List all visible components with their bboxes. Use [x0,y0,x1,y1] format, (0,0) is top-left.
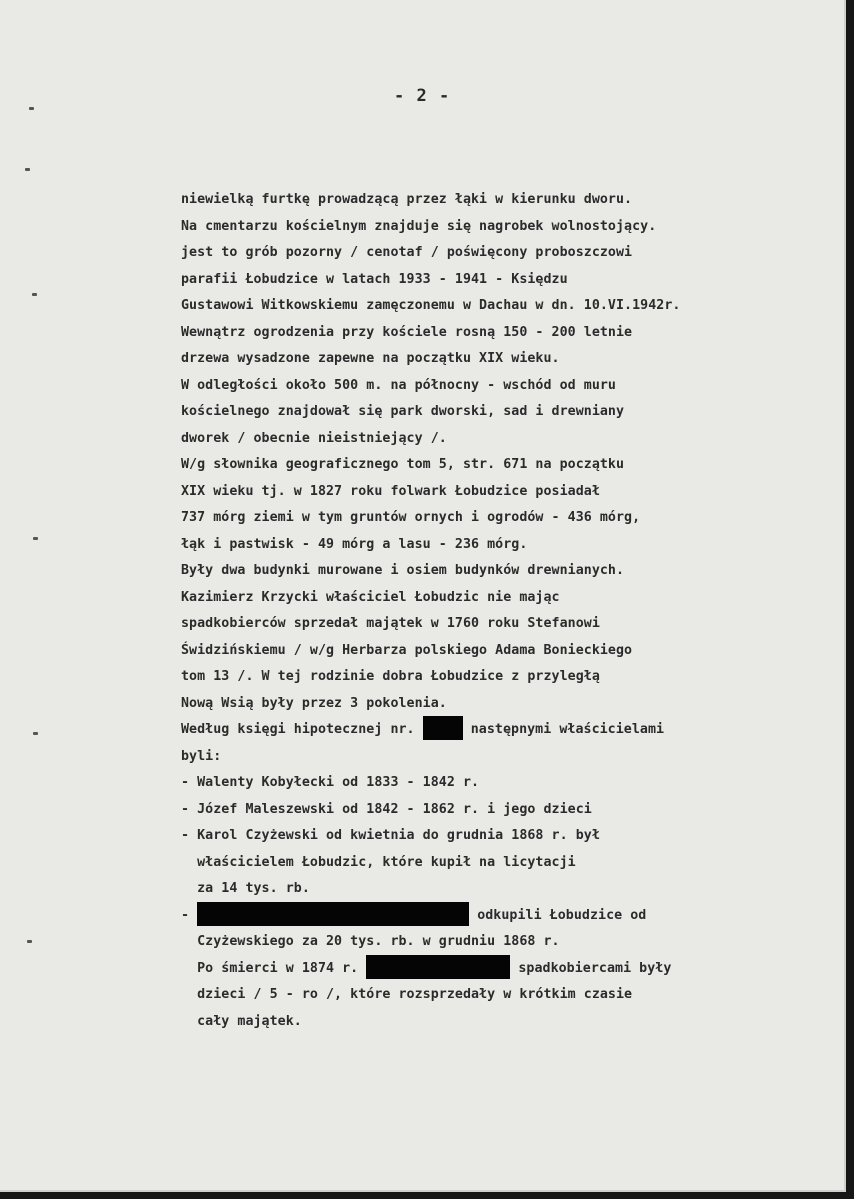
redaction-bar [423,716,463,740]
text-line: - Walenty Kobyłecki od 1833 - 1842 r. [181,775,480,790]
redaction-bar [366,955,510,979]
body-text [181,187,831,1035]
page-number: - 2 - [394,86,451,106]
text-line: - Karol Czyżewski od kwietnia do grudnia 1868 r. był [181,828,600,843]
text-line: Wewnątrz ogrodzenia przy kościele rosną 150 - 200 letnie [181,324,633,340]
text-line: Były dwa budynki murowane i osiem budynków drewnianych. [181,563,625,578]
margin-mark [29,107,34,110]
text-line: dworek / obecnie nieistniejący /. [181,430,447,446]
text-line: Na cmentarzu kościelnym znajduje się nagrobek wolnostojący. [181,218,657,234]
text-line: niewielką furtkę prowadzącą przez łąki w kierunku dworu. [181,192,633,207]
text-line: drzewa wysadzone zapewne na początku XIX wieku. [181,351,560,366]
margin-mark [32,293,37,296]
text-line: dzieci / 5 - ro /, które rozsprzedały w krótkim czasie [181,987,633,1002]
text-line: tom 13 /. W tej rodzinie dobra Łobudzice z przyległą [181,669,600,684]
text-line: XIX wieku tj. w 1827 roku folwark Łobudzice posiadał [181,483,600,499]
text-line: W odległości około 500 m. na północny - wschód od muru [181,377,616,393]
text-line: cały majątek. [181,1013,302,1029]
margin-mark [27,940,32,943]
text-line: kościelnego znajdował się park dworski, sad i drewniany [181,404,625,419]
text-line: Gustawowi Witkowskiemu zamęczonemu w Dachau w dn. 10.VI.1942r. [181,298,681,313]
text-line: byli: [181,748,222,764]
text-line: Według księgi hipotecznej nr. następnymi właścicielami [181,717,831,744]
text-line: właścicielem Łobudzic, które kupił na licytacji [181,854,576,870]
text-line: 737 mórg ziemi w tym gruntów ornych i ogrodów - 436 mórg, [181,510,641,525]
redaction-bar [197,902,469,926]
text-line: Czyżewskiego za 20 tys. rb. w grudniu 1868 r. [181,934,560,949]
text-line: łąk i pastwisk - 49 mórg a lasu - 236 mórg. [181,536,528,552]
text-line: jest to grób pozorny / cenotaf / poświęcony proboszczowi [181,245,633,260]
text-line: Nową Wsią były przez 3 pokolenia. [181,695,447,711]
text-line: Kazimierz Krzycki właściciel Łobudzic nie mając [181,589,560,605]
text-line: Po śmierci w 1874 r. spadkobiercami były [181,956,831,983]
text-line: Świdzińskiemu / w/g Herbarza polskiego Adama Bonieckiego [181,642,633,658]
text-line: parafii Łobudzice w latach 1933 - 1941 - Księdzu [181,271,568,287]
margin-mark [25,168,30,171]
text-line: W/g słownika geograficznego tom 5, str. 671 na początku [181,457,625,472]
text-line: - odkupili Łobudzice od [181,903,831,930]
margin-mark [33,537,38,540]
text-line: za 14 tys. rb. [181,881,310,896]
text-line: spadkobierców sprzedał majątek w 1760 roku Stefanowi [181,616,600,631]
margin-mark [33,732,38,735]
text-line: - Józef Maleszewski od 1842 - 1862 r. i jego dzieci [181,801,592,817]
